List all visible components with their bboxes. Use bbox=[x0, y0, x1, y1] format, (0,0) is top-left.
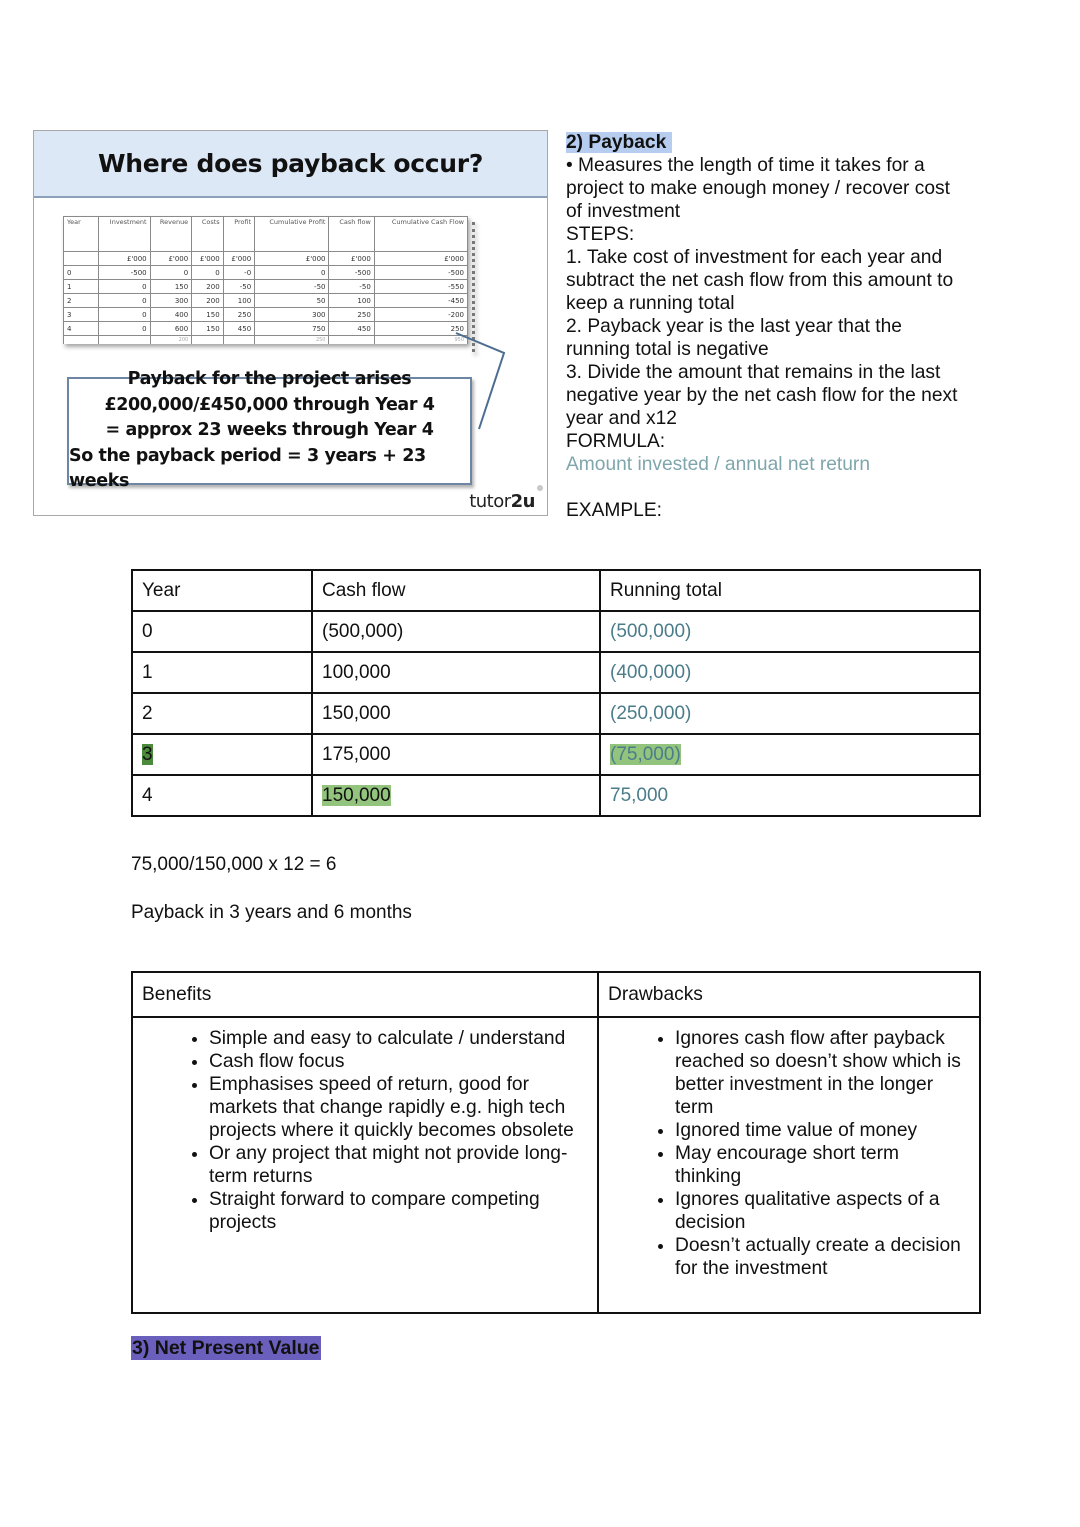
slide-td: £'000 bbox=[374, 252, 467, 266]
list-item: • Simple and easy to calculate / understand bbox=[209, 1027, 596, 1050]
slide-td: 2 bbox=[64, 294, 99, 308]
drawbacks-list bbox=[600, 1027, 978, 1280]
slide-td: 200 bbox=[192, 294, 223, 308]
slide-td bbox=[329, 336, 374, 345]
slide-td: 0 bbox=[150, 266, 192, 280]
callout-line-4: So the payback period = 3 years + 23 weeks bbox=[69, 445, 426, 492]
slide-th: Cumulative Cash Flow bbox=[374, 217, 467, 252]
cell-cash-flow bbox=[312, 775, 600, 816]
slide-td: -50 bbox=[329, 280, 374, 294]
slide-td bbox=[99, 336, 151, 345]
cell-running-total: (500,000) bbox=[600, 611, 980, 652]
table-row bbox=[132, 693, 980, 734]
slide-data-table bbox=[63, 216, 475, 356]
step-2: 2. Payback year is the last year that the running total is negative bbox=[566, 316, 902, 360]
payback-definition-bullet: • Measures the length of time it takes for a project to make enough money / recover cost of investment bbox=[566, 155, 950, 222]
slide-table bbox=[63, 216, 468, 344]
slide-td: -200 bbox=[374, 308, 467, 322]
slide-td: 150 bbox=[192, 308, 223, 322]
cell-running-total: (400,000) bbox=[600, 652, 980, 693]
table-header-row bbox=[132, 972, 980, 1017]
slide-td: -500 bbox=[99, 266, 151, 280]
callout-line-3: = approx 23 weeks through Year 4 bbox=[105, 420, 434, 441]
step-3: 3. Divide the amount that remains in the last negative year by the net cash flow for the next year and x12 bbox=[566, 362, 958, 429]
slide-table-row bbox=[64, 308, 468, 322]
table-body-row bbox=[132, 1017, 980, 1313]
cell-year: 2 bbox=[132, 693, 312, 734]
slide-td: 150 bbox=[192, 322, 223, 336]
step-1: 1. Take cost of investment for each year and subtract the net cash flow from this amount to keep a running total bbox=[566, 247, 954, 314]
payback-conclusion: Payback in 3 years and 6 months bbox=[131, 902, 412, 923]
cell-cash-flow: 150,000 bbox=[312, 693, 600, 734]
payback-callout-box bbox=[67, 369, 472, 492]
slide-td: 100 bbox=[223, 294, 254, 308]
slide-td: 200 bbox=[192, 280, 223, 294]
list-item: • Doesn’t actually create a decision for the investment bbox=[675, 1234, 968, 1280]
list-item: • Ignores cash flow after payback reached so doesn’t show which is better investment in the longer term bbox=[675, 1027, 968, 1119]
benefits-cell bbox=[132, 1017, 598, 1313]
slide-th: Costs bbox=[192, 217, 223, 252]
cell-year: 4 bbox=[132, 775, 312, 816]
table-row bbox=[132, 611, 980, 652]
slide-td: 950 bbox=[374, 336, 467, 345]
slide-table-row bbox=[64, 294, 468, 308]
slide-table-row bbox=[64, 280, 468, 294]
cell-year: 0 bbox=[132, 611, 312, 652]
slide-td: 250 bbox=[255, 336, 329, 345]
slide-td: -0 bbox=[223, 266, 254, 280]
payback-slide-image bbox=[33, 130, 548, 516]
section-heading-payback: 2) Payback bbox=[566, 132, 672, 153]
slide-td: 0 bbox=[99, 322, 151, 336]
brand-prefix: tutor bbox=[469, 491, 511, 512]
slide-td: 0 bbox=[99, 294, 151, 308]
steps-label: STEPS: bbox=[566, 224, 635, 245]
highlighted-cash-flow: 150,000 bbox=[322, 784, 391, 806]
slide-td: -450 bbox=[374, 294, 467, 308]
list-item: • Ignored time value of money bbox=[675, 1119, 968, 1142]
slide-td: 450 bbox=[223, 322, 254, 336]
slide-td: -50 bbox=[223, 280, 254, 294]
slide-title: Where does payback occur? bbox=[97, 149, 484, 178]
slide-td: 0 bbox=[255, 266, 329, 280]
slide-td bbox=[64, 252, 99, 266]
drawbacks-header: Drawbacks bbox=[598, 972, 980, 1017]
column-header-year: Year bbox=[132, 570, 312, 611]
callout-line-2: £200,000/£450,000 through Year 4 bbox=[104, 394, 435, 415]
tutor2u-logo bbox=[469, 491, 535, 512]
cell-year: 1 bbox=[132, 652, 312, 693]
slide-table-row bbox=[64, 322, 468, 336]
cell-year bbox=[132, 734, 312, 775]
highlighted-year: 3 bbox=[142, 743, 153, 765]
slide-table-units-row bbox=[64, 252, 468, 266]
slide-td: -500 bbox=[374, 266, 467, 280]
slide-td: 0 bbox=[99, 308, 151, 322]
slide-td: £'000 bbox=[99, 252, 151, 266]
slide-td: 4 bbox=[64, 322, 99, 336]
highlighted-running-total: (75,000) bbox=[610, 743, 681, 765]
slide-header bbox=[34, 131, 547, 198]
slide-td: -550 bbox=[374, 280, 467, 294]
slide-td: 400 bbox=[150, 308, 192, 322]
slide-td: £'000 bbox=[255, 252, 329, 266]
slide-td: 50 bbox=[255, 294, 329, 308]
cell-cash-flow: 175,000 bbox=[312, 734, 600, 775]
slide-td: -50 bbox=[255, 280, 329, 294]
slide-td: 100 bbox=[329, 294, 374, 308]
list-item: • Ignores qualitative aspects of a decision bbox=[675, 1188, 968, 1234]
list-item: • May encourage short term thinking bbox=[675, 1142, 968, 1188]
slide-th: Revenue bbox=[150, 217, 192, 252]
example-label: EXAMPLE: bbox=[566, 500, 662, 521]
section-heading-npv: 3) Net Present Value bbox=[132, 1337, 320, 1359]
slide-td: £'000 bbox=[329, 252, 374, 266]
slide-td: £'000 bbox=[223, 252, 254, 266]
slide-td: 200 bbox=[150, 336, 192, 345]
payback-calculation: 75,000/150,000 x 12 = 6 bbox=[131, 854, 337, 875]
slide-th: Cumulative Profit bbox=[255, 217, 329, 252]
slide-td: 3 bbox=[64, 308, 99, 322]
slide-th: Cash flow bbox=[329, 217, 374, 252]
list-item: • Or any project that might not provide long-term returns bbox=[209, 1142, 596, 1188]
slide-td: 0 bbox=[99, 280, 151, 294]
slide-th: Year bbox=[64, 217, 99, 252]
slide-td: -500 bbox=[329, 266, 374, 280]
payback-notes bbox=[566, 131, 966, 522]
slide-td: £'000 bbox=[150, 252, 192, 266]
slide-td: 600 bbox=[150, 322, 192, 336]
callout-line-1: Payback for the project arises bbox=[127, 369, 412, 390]
slide-td: 250 bbox=[223, 308, 254, 322]
column-header-running-total: Running total bbox=[600, 570, 980, 611]
slide-td: 1 bbox=[64, 280, 99, 294]
slide-td bbox=[192, 336, 223, 345]
slide-td: 0 bbox=[192, 266, 223, 280]
slide-td: 0 bbox=[64, 266, 99, 280]
slide-table-torn-row bbox=[64, 336, 468, 345]
benefits-header: Benefits bbox=[132, 972, 598, 1017]
slide-th: Investment bbox=[99, 217, 151, 252]
list-item: • Straight forward to compare competing projects bbox=[209, 1188, 596, 1234]
slide-table-header-row bbox=[64, 217, 468, 252]
drawbacks-cell bbox=[598, 1017, 980, 1313]
logo-mark-icon bbox=[537, 485, 543, 491]
cell-running-total: (250,000) bbox=[600, 693, 980, 734]
table-row bbox=[132, 652, 980, 693]
slide-th: Profit bbox=[223, 217, 254, 252]
formula-text: Amount invested / annual net return bbox=[566, 454, 870, 475]
list-item: • Emphasises speed of return, good for markets that change rapidly e.g. high tech projects where it quickly becomes obsolete bbox=[209, 1073, 596, 1142]
list-item: • Cash flow focus bbox=[209, 1050, 596, 1073]
benefits-list bbox=[134, 1027, 596, 1234]
slide-td: 450 bbox=[329, 322, 374, 336]
slide-td: 250 bbox=[329, 308, 374, 322]
slide-td: 150 bbox=[150, 280, 192, 294]
column-header-cash-flow: Cash flow bbox=[312, 570, 600, 611]
payback-example-table bbox=[131, 569, 981, 817]
cell-running-total bbox=[600, 734, 980, 775]
slide-td: 300 bbox=[255, 308, 329, 322]
benefits-drawbacks-table bbox=[131, 971, 981, 1314]
formula-label: FORMULA: bbox=[566, 431, 666, 452]
slide-td: £'000 bbox=[192, 252, 223, 266]
slide-td: 750 bbox=[255, 322, 329, 336]
brand-suffix: 2u bbox=[510, 491, 535, 512]
table-header-row bbox=[132, 570, 980, 611]
slide-td bbox=[64, 336, 99, 345]
cell-running-total: 75,000 bbox=[600, 775, 980, 816]
cell-cash-flow: (500,000) bbox=[312, 611, 600, 652]
slide-td: 300 bbox=[150, 294, 192, 308]
table-row-payback-year bbox=[132, 734, 980, 775]
cell-cash-flow: 100,000 bbox=[312, 652, 600, 693]
slide-td bbox=[223, 336, 254, 345]
slide-table-row bbox=[64, 266, 468, 280]
table-row bbox=[132, 775, 980, 816]
slide-td: 250 bbox=[374, 322, 467, 336]
